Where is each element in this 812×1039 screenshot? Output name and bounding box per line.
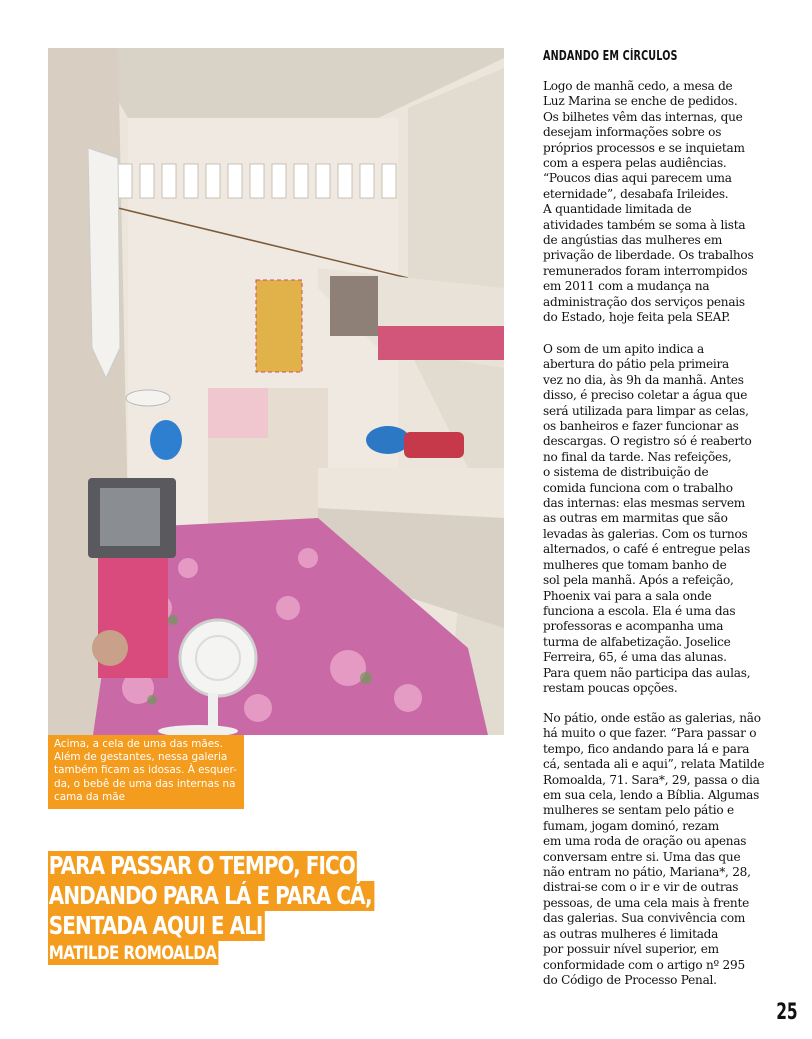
text-line: administração dos serviços penais bbox=[543, 294, 745, 309]
prison-cell-photo bbox=[48, 48, 504, 735]
text-line: Para quem não participa das aulas, bbox=[543, 665, 751, 680]
text-line: restam poucas opções. bbox=[543, 680, 678, 695]
text-line: fumam, jogam dominó, rezam bbox=[543, 818, 719, 833]
text-line: próprios processos e se inquietam bbox=[543, 140, 745, 155]
text-line: levadas às galerias. Com os turnos bbox=[543, 526, 748, 541]
photo-caption bbox=[48, 735, 244, 809]
text-line: sol pela manhã. Após a refeição, bbox=[543, 573, 734, 588]
text-line: funciona a escola. Ela é uma das bbox=[543, 603, 736, 618]
text-line: do Código de Processo Penal. bbox=[543, 972, 717, 987]
text-line: Romoalda, 71. Sara*, 29, passa o dia bbox=[543, 772, 760, 787]
text-line: das internas: elas mesmas servem bbox=[543, 496, 746, 511]
caption-line: Acima, a cela de uma das mães. bbox=[54, 738, 223, 750]
section-title: ANDANDO EM CÍRCULOS bbox=[543, 49, 678, 64]
text-line: atividades também se soma à lista bbox=[543, 217, 746, 232]
pull-quote-line: ANDANDO PARA LÁ E PARA CÁ, bbox=[48, 881, 374, 911]
paragraph-1 bbox=[543, 79, 753, 326]
pull-quote-line: SENTADA AQUI E ALI bbox=[48, 911, 265, 941]
pull-quote-author: MATILDE ROMOALDA bbox=[48, 941, 219, 965]
text-line: remunerados foram interrompidos bbox=[543, 263, 748, 278]
text-line: desejam informações sobre os bbox=[543, 125, 722, 140]
text-line: do Estado, hoje feita pela SEAP. bbox=[543, 310, 731, 325]
text-line: de angústias das mulheres em bbox=[543, 233, 723, 248]
text-line: tempo, fico andando para lá e para bbox=[543, 741, 750, 756]
text-line: mulheres se sentam pelo pátio e bbox=[543, 803, 734, 818]
text-line: as outras mulheres é limitada bbox=[543, 926, 719, 941]
text-line: eternidade”, desabafa Irileides. bbox=[543, 186, 729, 201]
text-line: Ferreira, 65, é uma das alunas. bbox=[543, 650, 727, 665]
text-line: em 2011 com a mudança na bbox=[543, 279, 710, 294]
text-line: com a espera pelas audiências. bbox=[543, 156, 727, 171]
text-line: professoras e acompanha uma bbox=[543, 619, 724, 634]
paragraph-3 bbox=[543, 711, 764, 988]
text-line: “Poucos dias aqui parecem uma bbox=[543, 171, 732, 186]
text-line: alternados, o café é entregue pelas bbox=[543, 542, 751, 557]
text-line: turma de alfabetização. Joselice bbox=[543, 634, 731, 649]
caption-line: também ficam as idosas. À esquer- bbox=[54, 764, 237, 777]
text-line: conversam entre si. Uma das que bbox=[543, 849, 741, 864]
text-line: comida funciona com o trabalho bbox=[543, 480, 733, 495]
text-line: privação de liberdade. Os trabalhos bbox=[543, 248, 754, 263]
pull-quote bbox=[48, 851, 456, 965]
text-line: Os bilhetes vêm das internas, que bbox=[543, 109, 743, 124]
text-line: no final da tarde. Nas refeições, bbox=[543, 449, 732, 464]
page-number: 25 bbox=[776, 1000, 798, 1025]
text-line: Luz Marina se enche de pedidos. bbox=[543, 94, 738, 109]
text-line: as outras em marmitas que são bbox=[543, 511, 728, 526]
text-line: A quantidade limitada de bbox=[543, 202, 692, 217]
text-line: os banheiros e fazer funcionar as bbox=[543, 419, 739, 434]
text-line: em sua cela, lendo a Bíblia. Algumas bbox=[543, 788, 760, 803]
text-line: descargas. O registro só é reaberto bbox=[543, 434, 752, 449]
text-line: disso, é preciso coletar a água que bbox=[543, 388, 748, 403]
text-line: Phoenix vai para a sala onde bbox=[543, 588, 712, 603]
text-line: No pátio, onde estão as galerias, não bbox=[543, 711, 761, 725]
text-line: mulheres que tomam banho de bbox=[543, 557, 727, 572]
caption-line: Além de gestantes, nessa galeria bbox=[54, 751, 228, 764]
text-line: conformidade com o artigo nº 295 bbox=[543, 957, 745, 972]
paragraph-2 bbox=[543, 342, 752, 696]
text-line: pessoas, de uma cela mais à frente bbox=[543, 895, 749, 910]
text-line: cá, sentada ali e aqui”, relata Matilde bbox=[543, 757, 765, 772]
text-line: será utilizada para limpar as celas, bbox=[543, 403, 749, 418]
text-line: há muito o que fazer. “Para passar o bbox=[543, 726, 757, 741]
caption-line: cama da mãe bbox=[54, 790, 126, 803]
text-line: O som de um apito indica a bbox=[543, 342, 705, 356]
text-line: vez no dia, às 9h da manhã. Antes bbox=[543, 372, 744, 387]
article-column bbox=[543, 48, 769, 987]
text-line: das galerias. Sua convivência com bbox=[543, 911, 746, 926]
caption-line: da, o bebê de uma das internas na bbox=[54, 777, 236, 790]
pull-quote-line: PARA PASSAR O TEMPO, FICO bbox=[48, 851, 357, 881]
text-line: por possuir nível superior, em bbox=[543, 942, 719, 957]
prison-cell-photo-icon bbox=[48, 48, 504, 735]
text-line: distrai-se com o ir e vir de outras bbox=[543, 880, 739, 895]
text-line: abertura do pátio pela primeira bbox=[543, 357, 729, 372]
text-line: em uma roda de oração ou apenas bbox=[543, 834, 747, 849]
text-line: Logo de manhã cedo, a mesa de bbox=[543, 79, 733, 93]
text-line: não entram no pátio, Mariana*, 28, bbox=[543, 865, 751, 880]
text-line: o sistema de distribuição de bbox=[543, 465, 709, 480]
